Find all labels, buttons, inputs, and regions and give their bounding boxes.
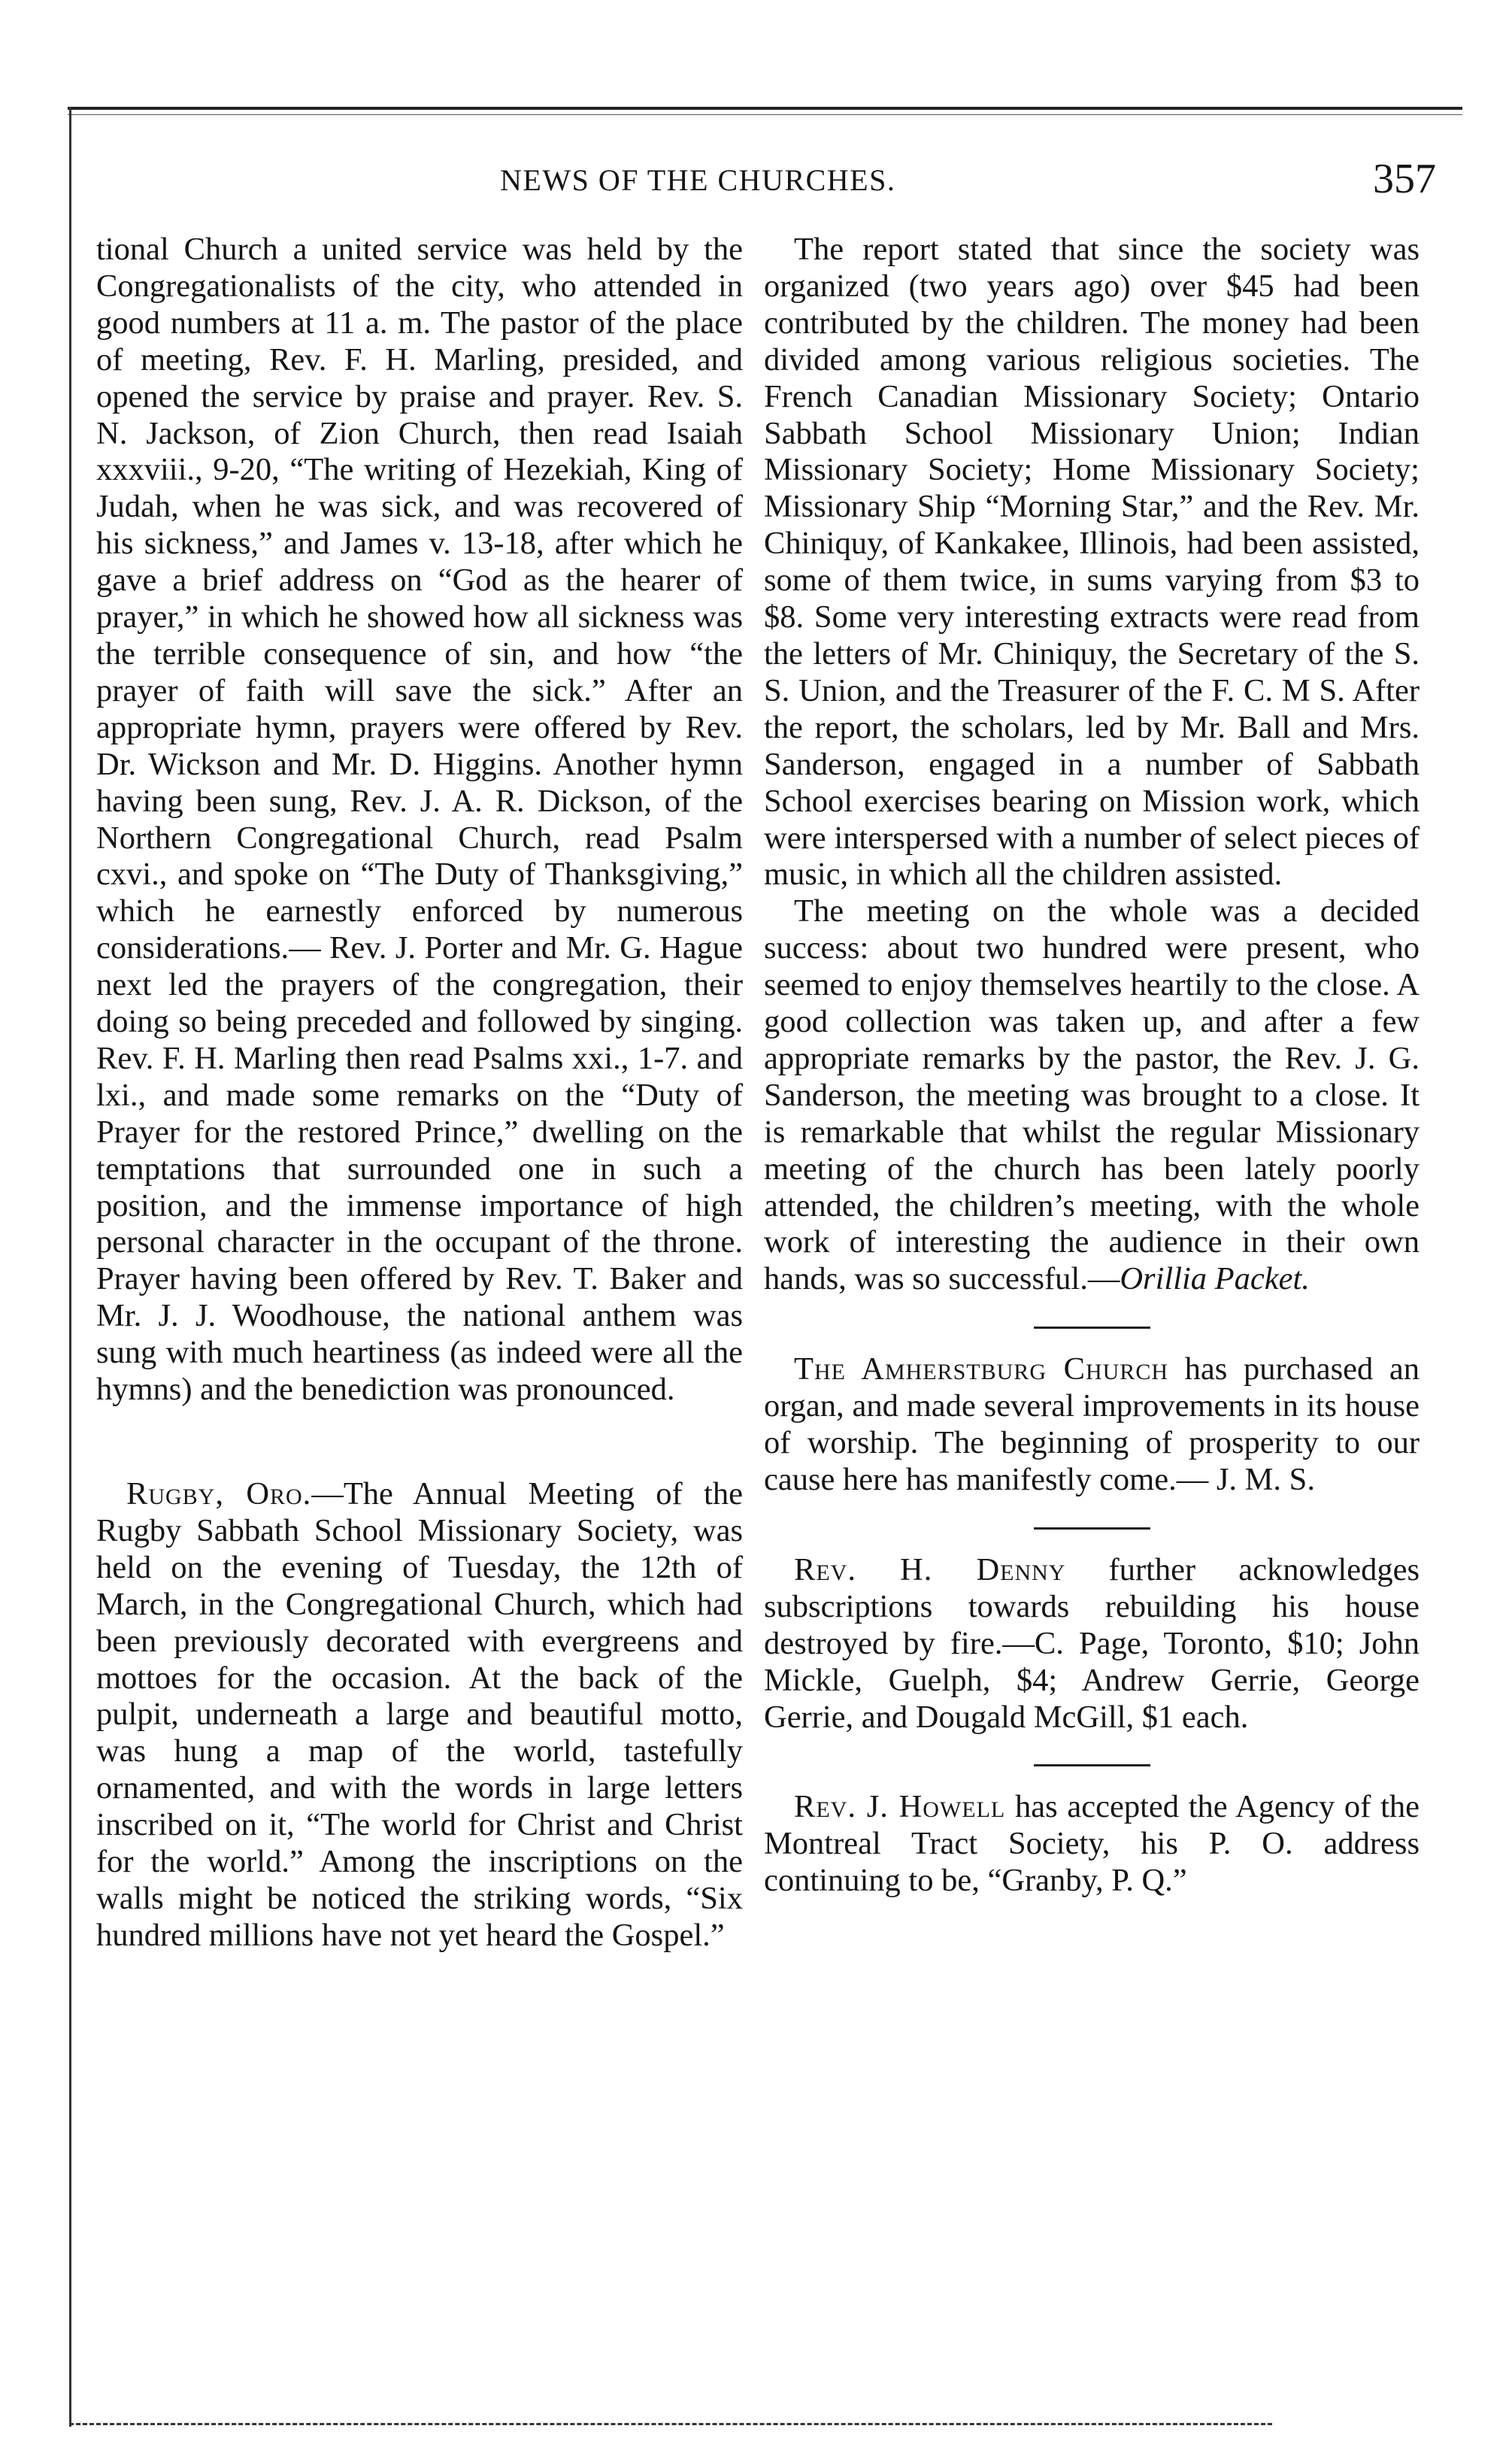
report-paragraph: The report stated that since the society was organized (two years ago) over $45 had been contributed by the children. The money had been divided among various religious societies. The French Canadian Missionary Society; Ontario Sabbath School Missionary Union; Indian Missionary Society; Home Missionary Society; Missionary Ship “Morning Star,” and the Rev. Mr. Chiniquy, of Kankakee, Illinois, had been assisted, some of them twice, in sums varying from $3 to $8. Some very interesting extracts were read from the letters of Mr. Chiniquy, the Secretary of the S. S. Union, and the Treasurer of the F. C. M S. After the report, the scholars, led by Mr. Ball and Mrs. Sanderson, engaged in a number of Sabbath School exercises bearing on Mission work, which were interspersed with a number of select pieces of music, in which all the children assisted. (764, 232, 1420, 893)
denny-heading: Rev. H. Denny (794, 1551, 1066, 1587)
right-column (764, 232, 1420, 1900)
howell-text: has accepted the Agency of the Montreal Tract Society, his P. O. address continuing to be, “Granby, P. Q.” (764, 1789, 1420, 1899)
howell-article (764, 1789, 1420, 1900)
section-divider (1034, 1764, 1150, 1766)
page-frame-top-rule-thin (68, 114, 1462, 115)
section-divider (1034, 1527, 1150, 1530)
meeting-text: The meeting on the whole was a decided success: about two hundred were present, who seemed to enjoy themselves heartily to the close. A good collection was taken up, and after a few appropriate remarks by the pastor, the Rev. J. G. Sanderson, the meeting was brought to a close. It is remarkable that whilst the regular Missionary meeting of the church has been lately poorly attended, the children’s meeting, with the whole work of interesting the audience in their own hands, was so successful.— (764, 893, 1420, 1297)
rugby-heading: Rugby, Oro. (126, 1476, 312, 1512)
running-head: NEWS OF THE CHURCHES. (500, 163, 896, 197)
rugby-article (96, 1476, 743, 1954)
page-frame-left-rule (69, 107, 71, 2427)
rugby-text: —The Annual Meeting of the Rugby Sabbath School Missionary Society, was held on the evening of Tuesday, the 12th of March, in the Congregational Church, which had been previously decorated with evergreens and mottoes for the occasion. At the back of the pulpit, underneath a large and beautiful motto, was hung a map of the world, tastefully ornamented, and with the words in large letters inscribed on it, “The world for Christ and Christ for the world.” Among the inscriptions on the walls might be noticed the striking words, “Six hundred millions have not yet heard the Gospel.” (96, 1476, 743, 1953)
meeting-paragraph (764, 893, 1420, 1298)
page-header (83, 156, 1436, 212)
denny-text: further acknowledges subscriptions towards rebuilding his house destroyed by fire.—C. Page, Toronto, $10; John Mickle, Guelph, $4; Andrew Gerrie, George Gerrie, and Dougald McGill, $1 each. (764, 1551, 1420, 1735)
left-column (96, 232, 743, 1954)
source-citation: Orillia Packet. (1120, 1261, 1310, 1297)
amherstburg-text: has purchased an organ, and made several improvements in its house of worship. The beginning of prosperity to our cause here has manifestly come.— J. M. S. (764, 1351, 1420, 1497)
service-report-paragraph: tional Church a united service was held by the Congregationalists of the city, who attended in good numbers at 11 a. m. The pastor of the place of meeting, Rev. F. H. Marling, presided, and opened the service by praise and prayer. Rev. S. N. Jackson, of Zion Church, then read Isaiah xxxviii., 9-20, “The writing of Hezekiah, King of Judah, when he was sick, and was recovered of his sickness,” and James v. 13-18, after which he gave a brief address on “God as the hearer of prayer,” in which he showed how all sickness was the terrible consequence of sin, and how “the prayer of faith will save the sick.” After an appropriate hymn, prayers were offered by Rev. Dr. Wickson and Mr. D. Higgins. Another hymn having been sung, Rev. J. A. R. Dickson, of the Northern Congregational Church, read Psalm cxvi., and spoke on “The Duty of Thanksgiving,” which he earnestly enforced by numerous considerations.— Rev. J. Porter and Mr. G. Hague next led the prayers of the congregation, their doing so being preceded and followed by singing. Rev. F. H. Marling then read Psalms xxi., 1-7. and lxi., and made some remarks on the “Duty of Prayer for the restored Prince,” dwelling on the temptations that surrounded one in such a position, and the immense importance of high personal character in the occupant of the throne. Prayer having been offered by Rev. T. Baker and Mr. J. J. Woodhouse, the national anthem was sung with much heartiness (as indeed were all the hymns) and the benediction was pronounced. (96, 232, 743, 1408)
section-divider (1034, 1327, 1150, 1329)
amherstburg-article (764, 1351, 1420, 1499)
page-frame-bottom-rule (69, 2423, 1272, 2425)
page-number: 357 (1373, 156, 1436, 202)
denny-article (764, 1552, 1420, 1736)
howell-heading: Rev. J. Howell (794, 1789, 1006, 1825)
section-gap (96, 1408, 743, 1476)
amherstburg-heading: The Amherstburg Church (794, 1351, 1168, 1387)
page-frame-top-rule (68, 107, 1462, 110)
